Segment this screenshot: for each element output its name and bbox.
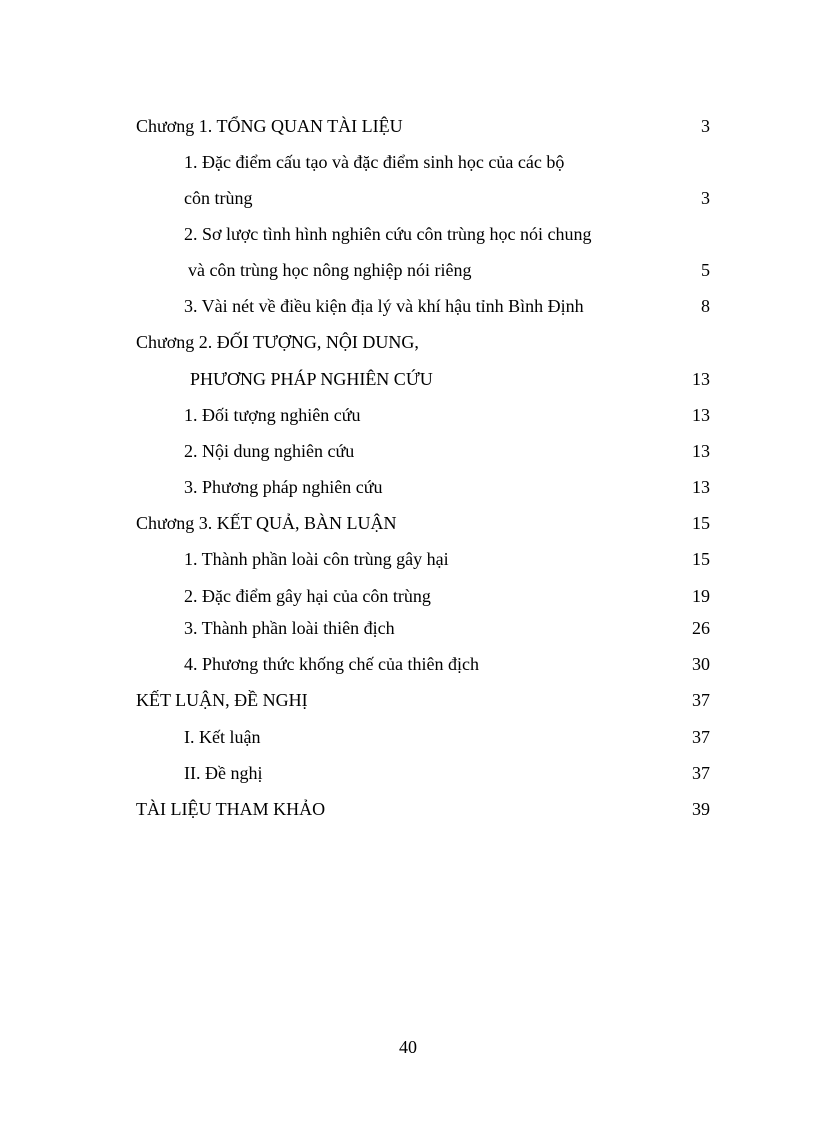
toc-page-number: 13 [692,441,710,461]
toc-entry-3-4: 4. Phương thức khống chế của thiên địch [184,654,479,674]
toc-entry-1-1-cont: côn trùng [184,188,253,208]
toc-entry-3-1: 1. Thành phần loài côn trùng gây hại [184,549,449,569]
toc-page-number: 3 [701,116,710,136]
toc-entry-chapter-2: Chương 2. ĐỐI TƯỢNG, NỘI DUNG, [136,332,419,352]
toc-page-number: 26 [692,618,710,638]
toc-page-number: 19 [692,586,710,606]
toc-entry-1-2: 2. Sơ lược tình hình nghiên cứu côn trùng học nói chung [184,224,592,244]
toc-entry-2-2: 2. Nội dung nghiên cứu [184,441,355,461]
toc-entry-1-3: 3. Vài nét về điều kiện địa lý và khí hậu tỉnh Bình Định [184,296,584,316]
toc-entry-references: TÀI LIỆU THAM KHẢO [136,799,326,819]
page-number: 40 [399,1037,417,1057]
toc-page-number: 13 [692,405,710,425]
toc-entry-1-1: 1. Đặc điểm cấu tạo và đặc điểm sinh học của các bộ [184,152,565,172]
toc-page-number: 30 [692,654,710,674]
toc-entry-1-2-cont: và côn trùng học nông nghiệp nói riêng [188,260,472,280]
toc-entry-2-1: 1. Đối tượng nghiên cứu [184,405,361,425]
toc-page-number: 8 [701,296,710,316]
toc-page-number: 37 [692,690,710,710]
toc-page-number: 13 [692,369,710,389]
toc-page-number: 15 [692,513,710,533]
toc-entry-2-3: 3. Phương pháp nghiên cứu [184,477,383,497]
toc-page-number: 37 [692,763,710,783]
toc-page-number: 5 [701,260,710,280]
toc-entry-3-2: 2. Đặc điểm gây hại của côn trùng [184,586,431,606]
toc-page-number: 13 [692,477,710,497]
toc-entry-chapter-3: Chương 3. KẾT QUẢ, BÀN LUẬN [136,513,397,533]
toc-entry-3-3: 3. Thành phần loài thiên địch [184,618,395,638]
toc-page-number: 39 [692,799,710,819]
toc-page-number: 15 [692,549,710,569]
toc-page-number: 37 [692,727,710,747]
toc-entry-chapter-2-cont: PHƯƠNG PHÁP NGHIÊN CỨU [190,369,433,389]
toc-entry-chapter-1: Chương 1. TỔNG QUAN TÀI LIỆU [136,116,403,136]
toc-entry-conclusion-1: I. Kết luận [184,727,261,747]
toc-entry-conclusion: KẾT LUẬN, ĐỀ NGHỊ [136,690,308,710]
toc-entry-conclusion-2: II. Đề nghị [184,763,263,783]
toc-page-number: 3 [701,188,710,208]
